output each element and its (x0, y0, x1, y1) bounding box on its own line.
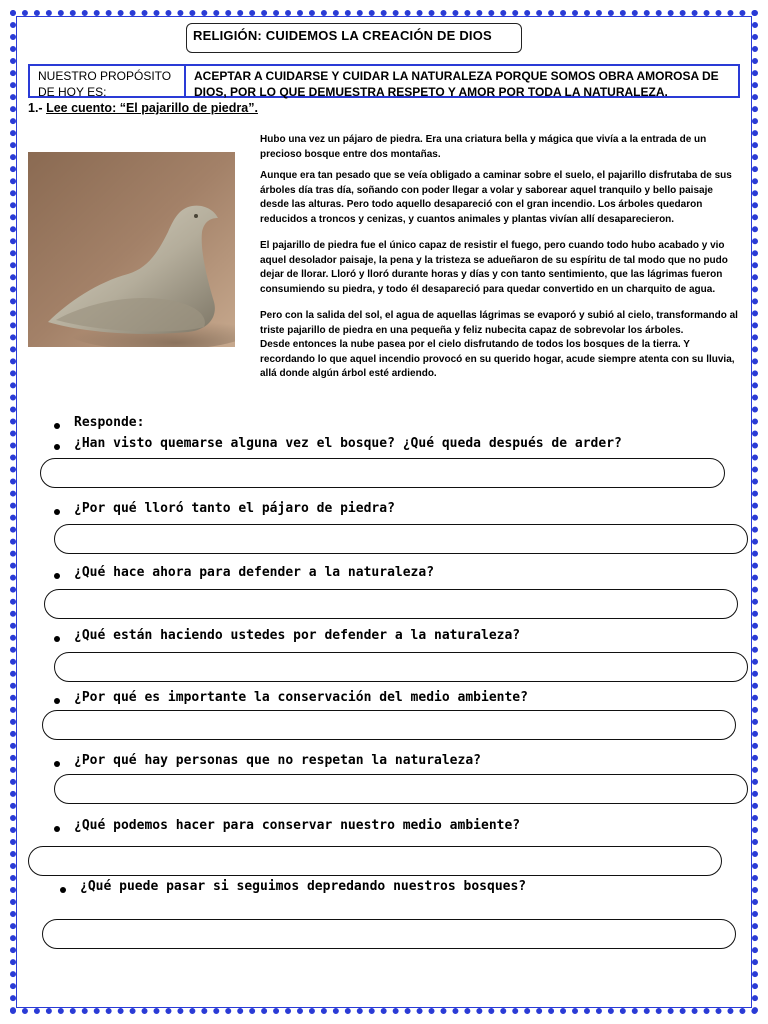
purpose-text-line1: ACEPTAR A CUIDARSE Y CUIDAR LA NATURALEZA PORQUE SOMOS OBRA AMOROSA DE (194, 69, 719, 83)
question-1: ¿Han visto quemarse alguna vez el bosque? ¿Qué queda después de arder? (74, 436, 622, 451)
bullet-icon (54, 636, 60, 642)
question-4: ¿Qué están haciendo ustedes por defender a la naturaleza? (74, 628, 521, 643)
question-6: ¿Por qué hay personas que no respetan la naturaleza? (74, 753, 481, 768)
activity-heading (28, 101, 258, 115)
story-paragraph: Pero con la salida del sol, el agua de aquellas lágrimas se evaporó y subió al cielo, transformando al triste pajarillo de piedra en una pequeña y feliz nubecita capaz de sobrevolar los árboles. (260, 310, 738, 336)
answer-field-7[interactable] (28, 846, 722, 876)
answer-field-3[interactable] (44, 589, 738, 619)
purpose-text-line2: DIOS, POR LO QUE DEMUESTRA RESPETO Y AMOR POR TODA LA NATURALEZA. (194, 85, 668, 99)
activity-label: Lee cuento: “El pajarillo de piedra”. (46, 101, 258, 115)
answer-field-6[interactable] (54, 774, 748, 804)
story-paragraph: Hubo una vez un pájaro de piedra. Era una criatura bella y mágica que vivía a la entrada de un precioso bosque entre dos montañas. (260, 134, 707, 160)
bullet-icon (54, 761, 60, 767)
stone-bird-image (28, 152, 235, 347)
question-7: ¿Qué podemos hacer para conservar nuestro medio ambiente? (74, 818, 521, 833)
bullet-icon (54, 573, 60, 579)
answer-field-2[interactable] (54, 524, 748, 554)
question-2: ¿Por qué lloró tanto el pájaro de piedra? (74, 501, 395, 516)
answer-field-8[interactable] (42, 919, 736, 949)
story-paragraph: Desde entonces la nube pasea por el cielo disfrutando de todos los bosques de la tierra. Y recordando lo que aquel incendio provocó en su querido hogar, acude siempre atenta con su lluvia, allá donde algún árbol esté ardiendo. (260, 339, 735, 379)
purpose-label-line2: DE HOY ES: (38, 85, 107, 99)
bullet-icon (60, 887, 66, 893)
story-paragraph: El pajarillo de piedra fue el único capaz de resistir el fuego, pero cuando todo hubo acabado y vio aquel desolador paisaje, la pena y la tristeza se adueñaron de su espíritu de tal modo que no pudo dejar de llorar. Lloró y lloró durante horas y días y con tanto sentimiento, que las lágrimas fueron consumiendo su piedra, y todo él desapareció para quedar convertido en un charquito de agua. (260, 240, 728, 295)
bullet-icon (54, 444, 60, 450)
question-5: ¿Por qué es importante la conservación del medio ambiente? (74, 690, 528, 705)
bullet-icon (54, 423, 60, 429)
answer-field-1[interactable] (40, 458, 725, 488)
bullet-icon (54, 698, 60, 704)
question-3: ¿Qué hace ahora para defender a la naturaleza? (74, 565, 435, 580)
purpose-label-line1: NUESTRO PROPÓSITO (38, 69, 172, 83)
answer-field-5[interactable] (42, 710, 736, 740)
activity-number: 1.- (28, 101, 43, 115)
purpose-table (28, 64, 740, 98)
bullet-icon (54, 509, 60, 515)
bullet-icon (54, 826, 60, 832)
question-8: ¿Qué puede pasar si seguimos depredando nuestros bosques? (80, 879, 527, 894)
worksheet-title: RELIGIÓN: CUIDEMOS LA CREACIÓN DE DIOS (186, 23, 522, 53)
story-paragraph: Aunque era tan pesado que se veía obligado a caminar sobre el suelo, el pajarillo disfrutaba de sus árboles día tras día, soñando con poder llegar a volar y saborear aquel tranquilo y bello paisaje desde las alturas. Pero todo aquello desapareció con el gran incendio. Los árboles quedaron reducidos a troncos y cenizas, y cuantos animales y plantas vivían allí desaparecieron. (260, 170, 732, 225)
purpose-text (186, 66, 738, 99)
purpose-label (30, 66, 186, 99)
responde-label: Responde: (74, 415, 145, 430)
answer-field-4[interactable] (54, 652, 748, 682)
story-text (260, 133, 738, 382)
